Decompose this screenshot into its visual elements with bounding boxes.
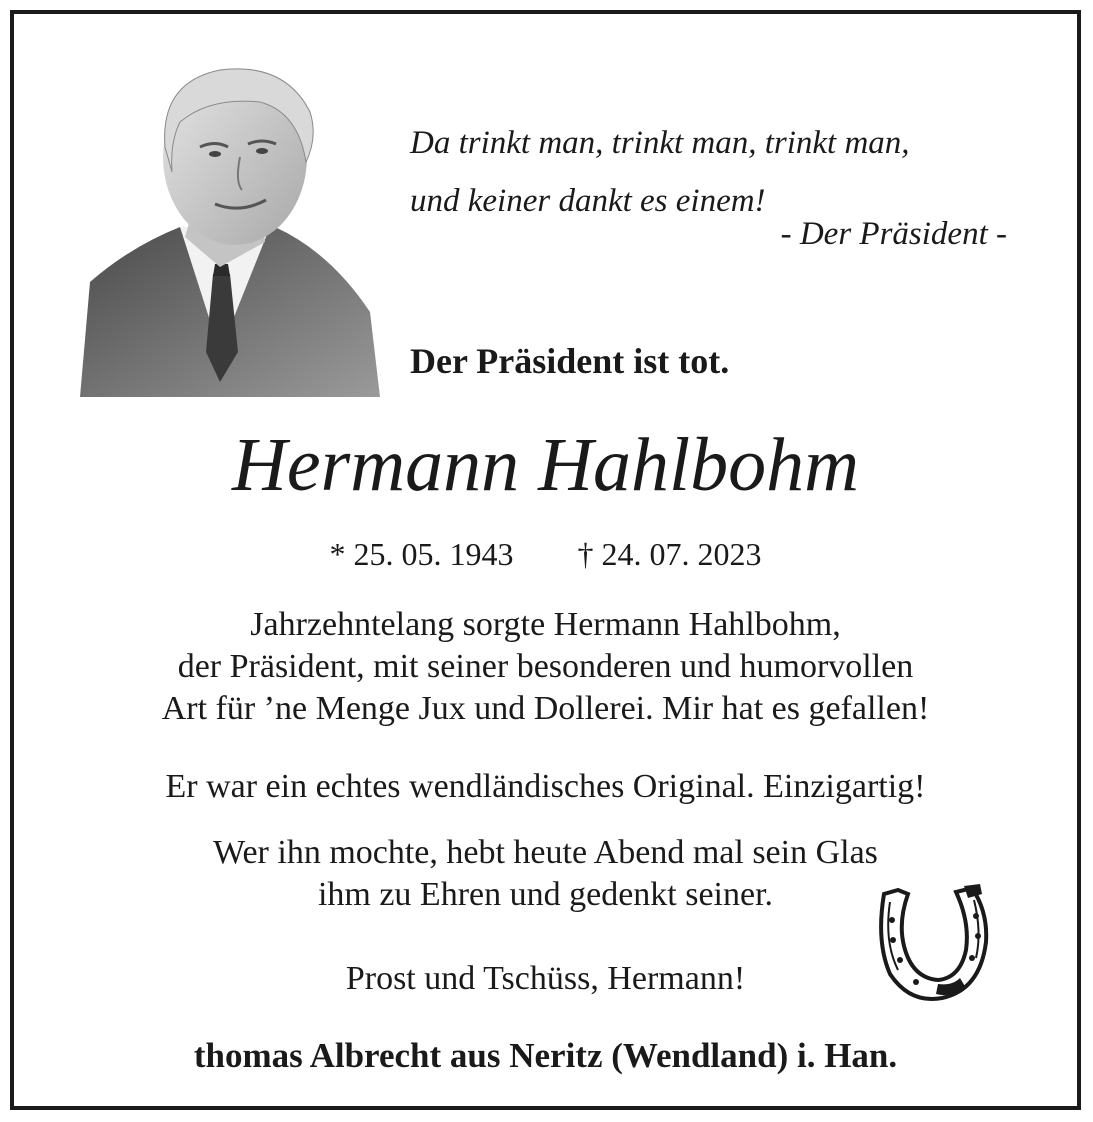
original-paragraph — [14, 766, 1077, 808]
birth-date: * 25. 05. 1943 — [329, 536, 514, 572]
death-date: † 24. 07. 2023 — [577, 536, 762, 572]
quote-attribution: - Der Präsident - — [780, 216, 1007, 252]
portrait-photo — [70, 52, 380, 397]
text-line: Er war ein echtes wendländisches Original. Einzigartig! — [165, 768, 926, 805]
quote — [410, 114, 1010, 230]
text-line: Wer ihn mochte, hebt heute Abend mal sein Glas — [213, 834, 878, 871]
quote-line: Da trinkt man, trinkt man, trinkt man, — [410, 125, 910, 161]
text-line: Jahrzehntelang sorgte Hermann Hahlbohm, — [250, 606, 841, 643]
life-dates — [14, 536, 1077, 573]
text-line: der Präsident, mit seiner besonderen und humorvollen — [177, 648, 914, 685]
obituary-frame — [10, 10, 1081, 1110]
tribute-paragraph — [14, 604, 1077, 730]
text-line: Art für ’ne Menge Jux und Dollerei. Mir hat es gefallen! — [161, 690, 930, 727]
headline: Der Präsident ist tot. — [410, 341, 730, 381]
text-line: ihm zu Ehren und gedenkt seiner. — [317, 876, 774, 913]
deceased-name: Hermann Hahlbohm — [232, 423, 859, 507]
quote-line: und keiner dankt es einem! — [410, 183, 766, 219]
horseshoe-icon — [876, 882, 996, 1006]
signature: thomas Albrecht aus Neritz (Wendland) i. Han. — [193, 1036, 898, 1075]
text-line: Prost und Tschüss, Hermann! — [345, 960, 746, 997]
